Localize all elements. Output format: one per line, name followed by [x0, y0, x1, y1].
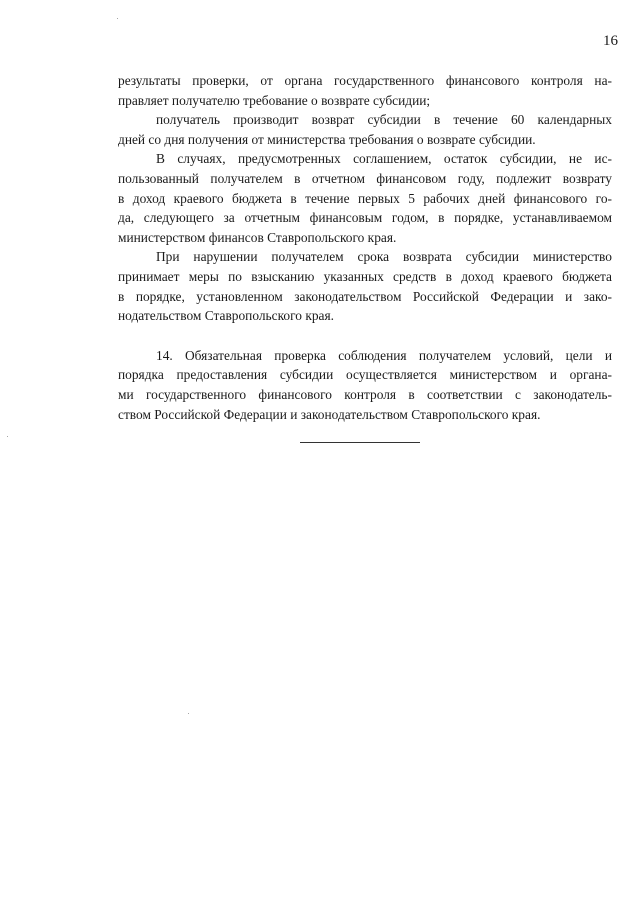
scan-speck: [188, 713, 189, 714]
paragraph-4: [118, 247, 612, 325]
text-line: пользованный получателем в отчетном финансовом году, подлежит возврату: [118, 170, 612, 186]
page-number: 16: [603, 33, 618, 49]
text-line: дней со дня получения от министерства требования о возврате субсидии.: [118, 131, 536, 147]
paragraph-section-14: [118, 346, 612, 424]
text-line: принимает меры по взысканию указанных средств в доход краевого бюджета: [118, 268, 612, 284]
text-line: получатель производит возврат субсидии в течение 60 календарных: [156, 112, 612, 128]
text-line: в порядке, установленном законодательством Российской Федерации и зако-: [118, 288, 612, 304]
paragraph-2: [118, 110, 612, 149]
scan-speck: [7, 436, 8, 437]
paragraph-spacer: [118, 326, 612, 346]
document-body: [118, 71, 612, 424]
text-line: порядка предоставления субсидии осуществляется министерством и органа-: [118, 367, 612, 383]
paragraph-1: [118, 71, 612, 110]
text-line: да, следующего за отчетным финансовым годом, в порядке, устанавливаемом: [118, 210, 612, 226]
paragraph-3: [118, 149, 612, 247]
text-line: При нарушении получателем срока возврата субсидии министерство: [156, 249, 612, 265]
text-line: в доход краевого бюджета в течение первых 5 рабочих дней финансового го-: [118, 190, 612, 206]
text-line: результаты проверки, от органа государственного финансового контроля на-: [118, 73, 612, 88]
text-line: правляет получателю требование о возврате субсидии;: [118, 92, 431, 108]
text-line: ми государственного финансового контроля в соответствии с законодатель-: [118, 386, 612, 402]
text-line: ством Российской Федерации и законодательством Ставропольского края.: [118, 406, 541, 422]
end-of-document-rule: [300, 442, 420, 443]
text-line: министерством финансов Ставропольского края.: [118, 229, 397, 245]
text-line: нодательством Ставропольского края.: [118, 308, 334, 324]
text-line: 14. Обязательная проверка соблюдения получателем условий, цели и: [156, 347, 612, 363]
text-line: В случаях, предусмотренных соглашением, остаток субсидии, не ис-: [156, 151, 612, 167]
scan-speck: [117, 18, 118, 19]
